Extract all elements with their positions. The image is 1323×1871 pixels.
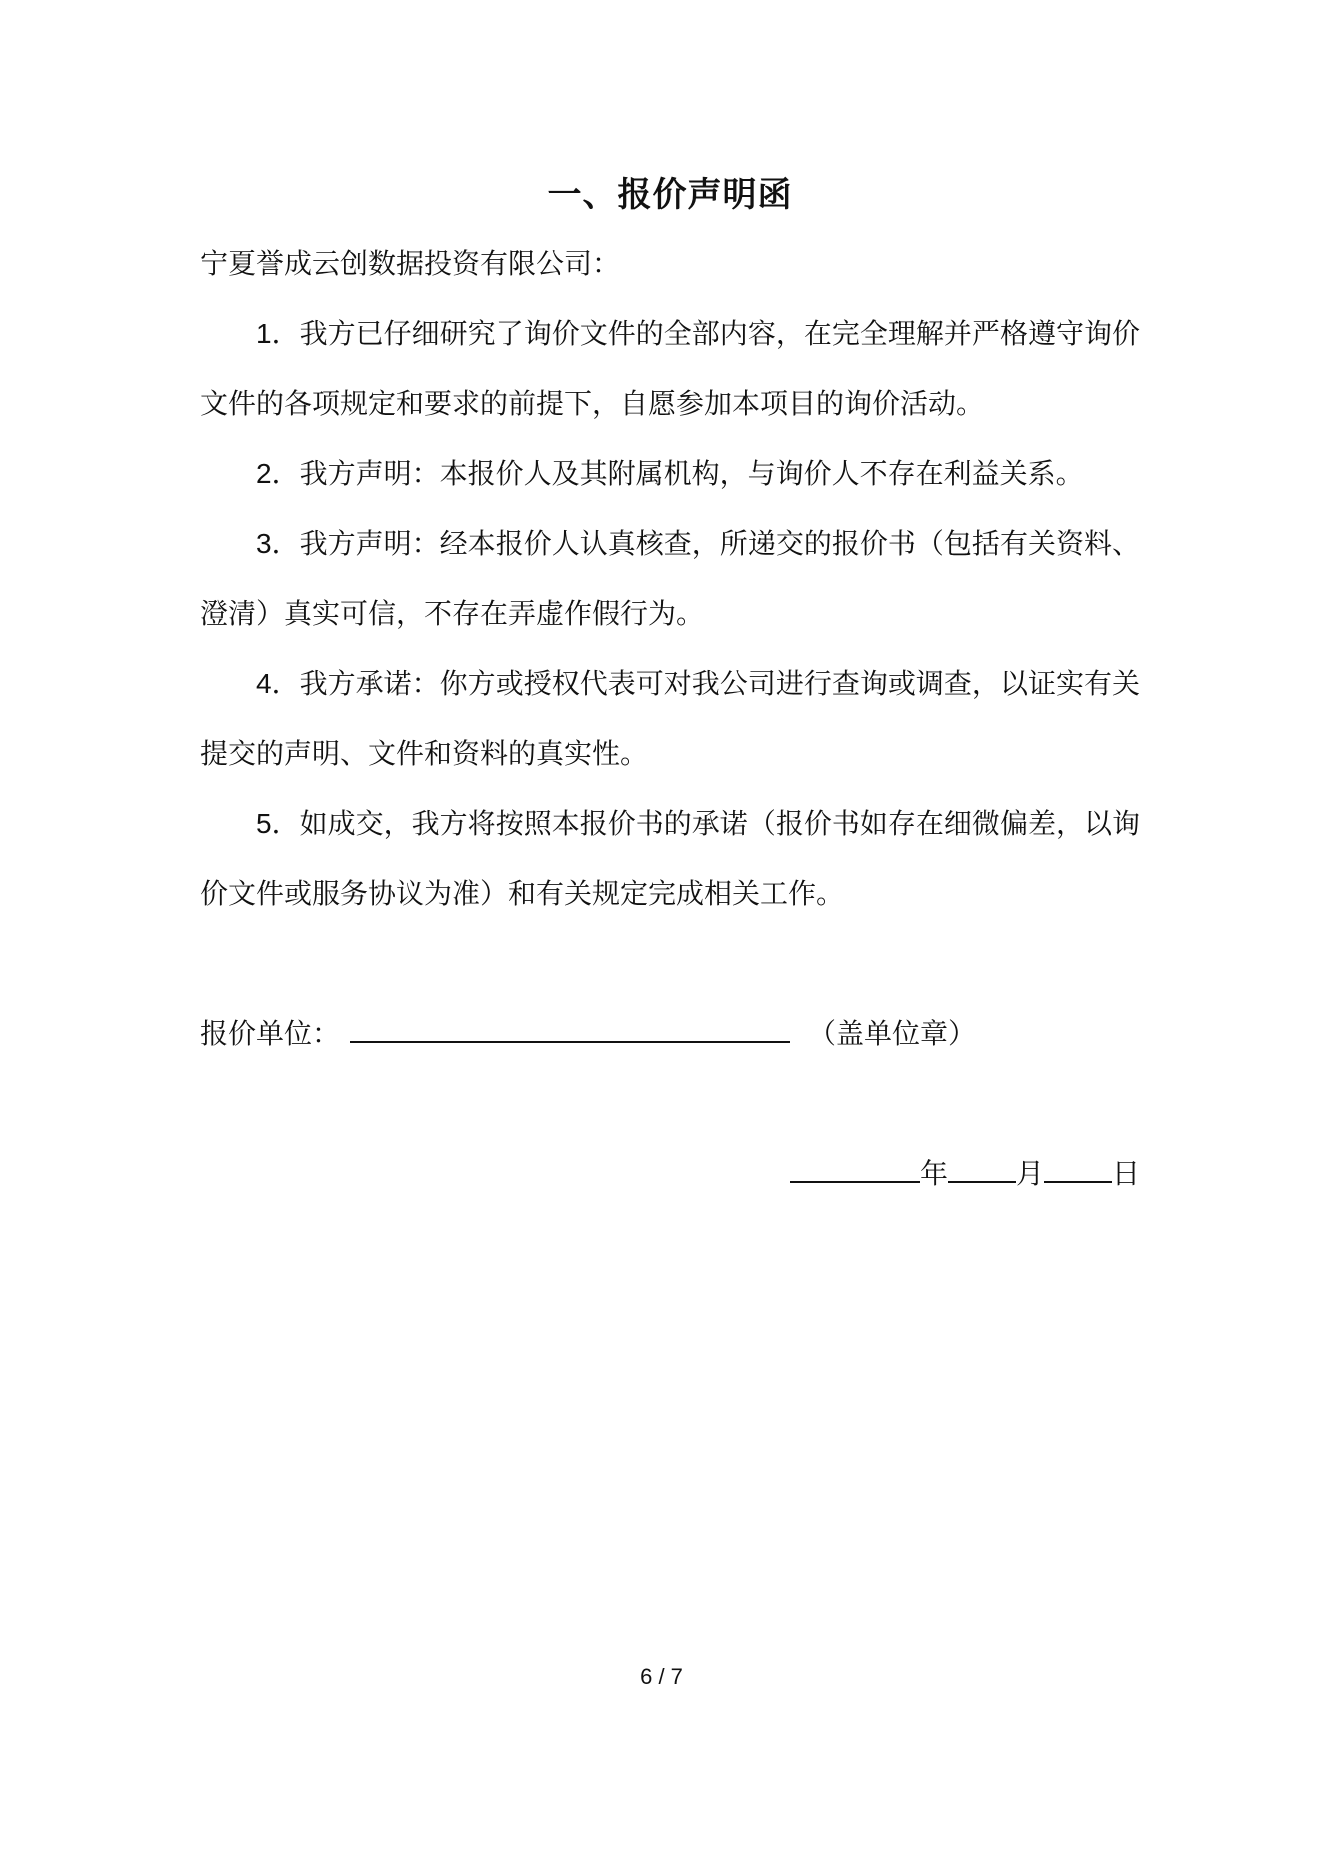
document-title: 一、报价声明函	[547, 176, 793, 214]
paragraph-3: 3．我方声明：经本报价人认真核查，所递交的报价书（包括有关资料、澄清）真实可信，不存在弄虚作假行为。	[200, 528, 1140, 629]
day-label: 日	[1111, 1158, 1140, 1189]
paragraph-1: 1．我方已仔细研究了询价文件的全部内容，在完全理解并严格遵守询价文件的各项规定和要求的前提下，自愿参加本项目的询价活动。	[200, 318, 1140, 419]
year-blank-field	[790, 1158, 920, 1183]
year-label: 年	[919, 1158, 948, 1189]
salutation: 宁夏誉成云创数据投资有限公司：	[200, 248, 621, 279]
paragraph-2: 2．我方声明：本报价人及其附属机构，与询价人不存在利益关系。	[256, 458, 1084, 489]
month-blank-field	[948, 1158, 1016, 1183]
paragraph-4: 4．我方承诺：你方或授权代表可对我公司进行查询或调查，以证实有关提交的声明、文件和资料的真实性。	[200, 668, 1140, 769]
day-blank-field	[1044, 1158, 1112, 1183]
signature-line	[200, 999, 1140, 1069]
month-label: 月	[1015, 1158, 1044, 1189]
paragraph-5: 5．如成交，我方将按照本报价书的承诺（报价书如存在细微偏差，以询价文件或服务协议为准）和有关规定完成相关工作。	[200, 808, 1140, 909]
quote-unit-label: 报价单位：	[200, 1018, 341, 1049]
seal-note: （盖单位章）	[808, 1018, 977, 1049]
date-line	[200, 1139, 1140, 1209]
page-number: 6 / 7	[640, 1664, 683, 1689]
quote-unit-blank-field	[350, 1018, 790, 1043]
